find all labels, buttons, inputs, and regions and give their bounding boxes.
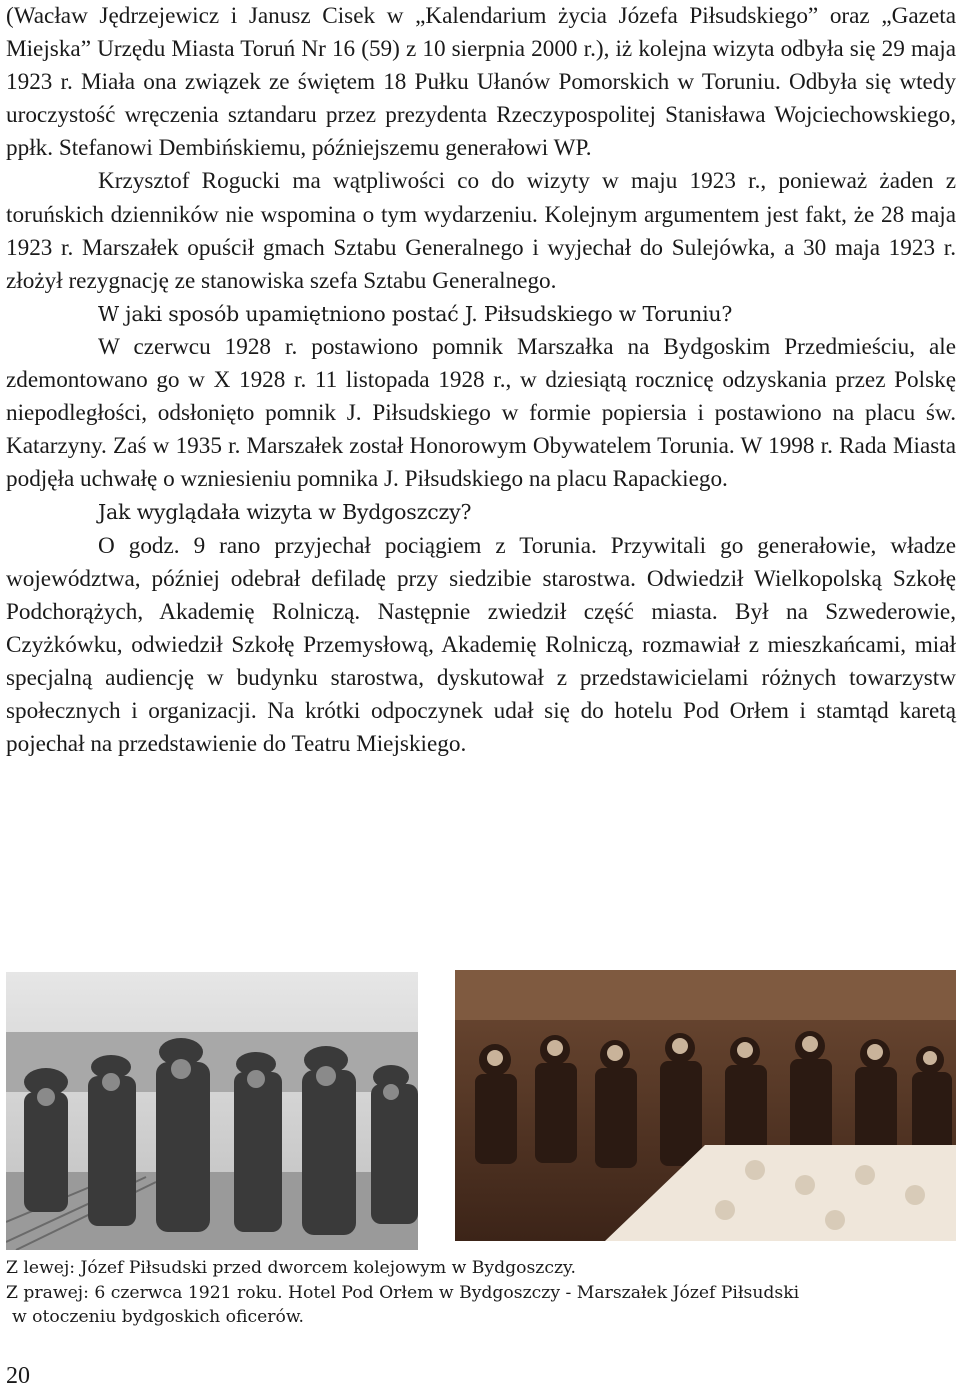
- caption-right-photo: Z prawej: 6 czerwca 1921 roku. Hotel Pod Orłem w Bydgoszczy - Marszałek Józef Piłsudski: [6, 1282, 800, 1303]
- photo-hotel-pod-orlem-banquet: [455, 970, 956, 1241]
- photo-captions: [6, 1256, 946, 1330]
- body-text: [6, 0, 956, 761]
- question-bydgoszcz: Jak wyglądała wizyta w Bydgoszczy?: [98, 500, 472, 525]
- paragraph-rogucki: Krzysztof Rogucki ma wątpliwości co do wizyty w maju 1923 r., ponieważ żaden z toruńskich dzienników nie wspomina o tym wydarzeniu. Kolejnym argumentem jest fakt, że 28 maja 1923 r. Marszałek opuścił gmach Sztabu Generalnego i wyjechał do Sulejówka, a 30 maja 1923 r. złożył rezygnację ze stanowiska szefa Sztabu Generalnego.: [6, 168, 956, 294]
- paragraph-intro: (Wacław Jędrzejewicz i Janusz Cisek w „Kalendarium życia Józefa Piłsudskiego” oraz „Gazeta Miejska” Urzędu Miasta Toruń Nr 16 (59) z 10 sierpnia 2000 r.), iż kolejna wizyta odbyła się 29 maja 1923 r. Miała ona związek ze świętem 18 Pułku Ułanów Pomorskich w Toruniu. Odbyła się wtedy uroczystość wręczenia sztandaru przez prezydenta Rzeczypospolitej Stanisława Wojciechowskiego, ppłk. Stefanowi Dembińskiemu, późniejszemu generałowi WP.: [6, 3, 956, 162]
- paragraph-bydgoszcz-visit: O godz. 9 rano przyjechał pociągiem z Torunia. Przywitali go generałowie, władze województwa, później odebrał defiladę przy siedzibie starostwa. Odwiedził Wielkopolską Szkołę Podchorążych, Akademię Rolniczą. Następnie zwiedził część miasta. Był na Szwederowie, Czyżkówku, odwiedził Szkołę Przemysłową, Akademię Rolniczą, rozmawiał z mieszkańcami, miał specjalną audiencję w budynku starostwa, dyskutował z przedstawicielami różnych towarzystw społecznych i organizacji. Na krótki odpoczynek udał się do hotelu Pod Orłem i stamtąd karetą pojechał na przedstawienie do Teatru Miejskiego.: [6, 532, 956, 758]
- paragraph-monuments: W czerwcu 1928 r. postawiono pomnik Marszałka na Bydgoskim Przedmieściu, ale zdemontowano go w X 1928 r. 11 listopada 1928 r., w dziesiątą rocznicę odzyskania przez Polskę niepodległości, odsłonięto pomnik J. Piłsudskiego w formie popiersia i postawiono na placu św. Katarzyny. Zaś w 1935 r. Marszałek został Honorowym Obywatelem Torunia. W 1998 r. Rada Miasta podjęła uchwałę o wzniesieniu pomnika J. Piłsudskiego na placu Rapackiego.: [6, 333, 956, 493]
- question-torun: W jaki sposób upamiętniono postać J. Piłsudskiego w Toruniu?: [98, 301, 733, 326]
- photo-pilsudski-railway-station: [6, 972, 418, 1250]
- caption-right-photo-continued: w otoczeniu bydgoskich oficerów.: [12, 1307, 304, 1328]
- page-number: 20: [6, 1363, 30, 1389]
- caption-left-photo: Z lewej: Józef Piłsudski przed dworcem kolejowym w Bydgoszczy.: [6, 1258, 576, 1278]
